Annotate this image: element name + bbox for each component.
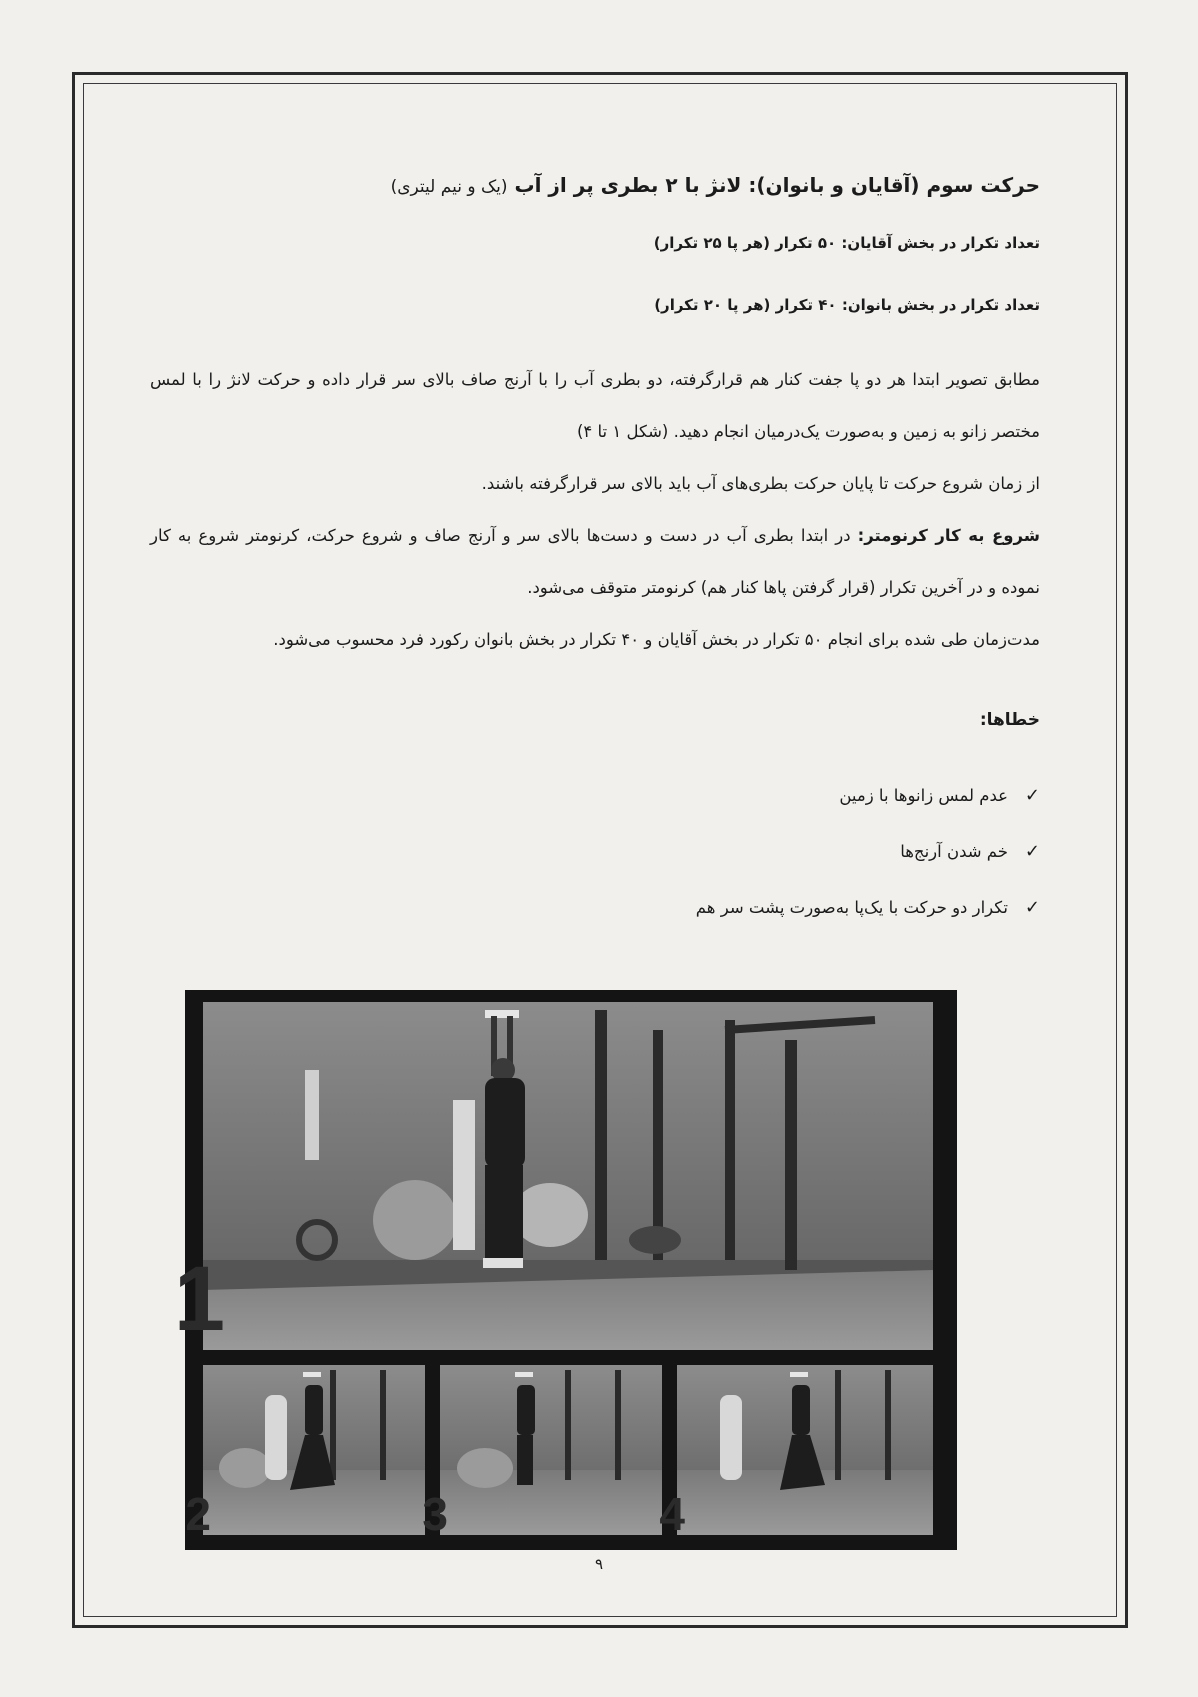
- errors-list: [150, 768, 1040, 936]
- timer-text: در ابتدا بطری آب در دست و دست‌ها بالای سر و آرنج صاف و شروع حرکت، کرنومتر شروع به کار نموده و در آخرین تکرار (قرار گرفتن پاها کنار هم) کرنومتر متوقف می‌شود.: [150, 526, 1040, 597]
- reps-men: تعداد تکرار در بخش آقایان: ۵۰ تکرار (هر پا ۲۵ تکرار): [653, 234, 1040, 252]
- photo-label-1: 1: [173, 1248, 225, 1350]
- check-icon: ✓: [1024, 841, 1040, 862]
- check-icon: ✓: [1024, 897, 1040, 918]
- photo-1: [174, 1002, 933, 1350]
- instructions-paragraph: مطابق تصویر ابتدا هر دو پا جفت کنار هم قرارگرفته، دو بطری آب را با آرنج صاف بالای سر قرار داده و حرکت لانژ را با لمس مختصر زانو به زمین و به‌صورت یک‌درمیان انجام دهید. (شکل ۱ تا ۴): [150, 370, 1040, 441]
- error-item: [150, 880, 1040, 936]
- photo-label-3: 3: [422, 1488, 448, 1540]
- reps-women: تعداد تکرار در بخش بانوان: ۴۰ تکرار (هر پا ۲۰ تکرار): [654, 296, 1040, 314]
- title-main: حرکت سوم (آقایان و بانوان): لانژ با ۲ بطری پر از آب: [514, 173, 1040, 197]
- errors-heading: خطاها:: [979, 710, 1040, 730]
- timer-paragraph: [150, 510, 1040, 614]
- photo-3: [422, 1365, 662, 1540]
- error-text: خم شدن آرنج‌ها: [900, 842, 1008, 861]
- error-item: [150, 768, 1040, 824]
- page-number: ۹: [594, 1555, 604, 1573]
- error-text: عدم لمس زانوها با زمین: [839, 786, 1008, 805]
- error-text: تکرار دو حرکت با یک‌پا به‌صورت پشت سر هم: [695, 898, 1008, 917]
- photo-label-4: 4: [659, 1488, 685, 1540]
- title-note: (یک و نیم لیتری): [390, 177, 508, 197]
- photo-4: [659, 1365, 933, 1540]
- photo-2: [185, 1365, 425, 1540]
- photo-label-2: 2: [185, 1488, 211, 1540]
- timer-label: شروع به کار کرنومتر:: [857, 526, 1041, 545]
- page-content: [150, 170, 1040, 936]
- photo-collage-svg: [173, 990, 957, 1550]
- error-item: [150, 824, 1040, 880]
- section-title: [150, 170, 1040, 202]
- exercise-photo-collage: [173, 990, 957, 1550]
- record-paragraph: مدت‌زمان طی شده برای انجام ۵۰ تکرار در بخش آقایان و ۴۰ تکرار در بخش بانوان رکورد فرد محسوب می‌شود.: [273, 630, 1040, 649]
- bottles-overhead-paragraph: از زمان شروع حرکت تا پایان حرکت بطری‌های آب باید بالای سر قرارگرفته باشند.: [481, 474, 1040, 493]
- check-icon: ✓: [1024, 785, 1040, 806]
